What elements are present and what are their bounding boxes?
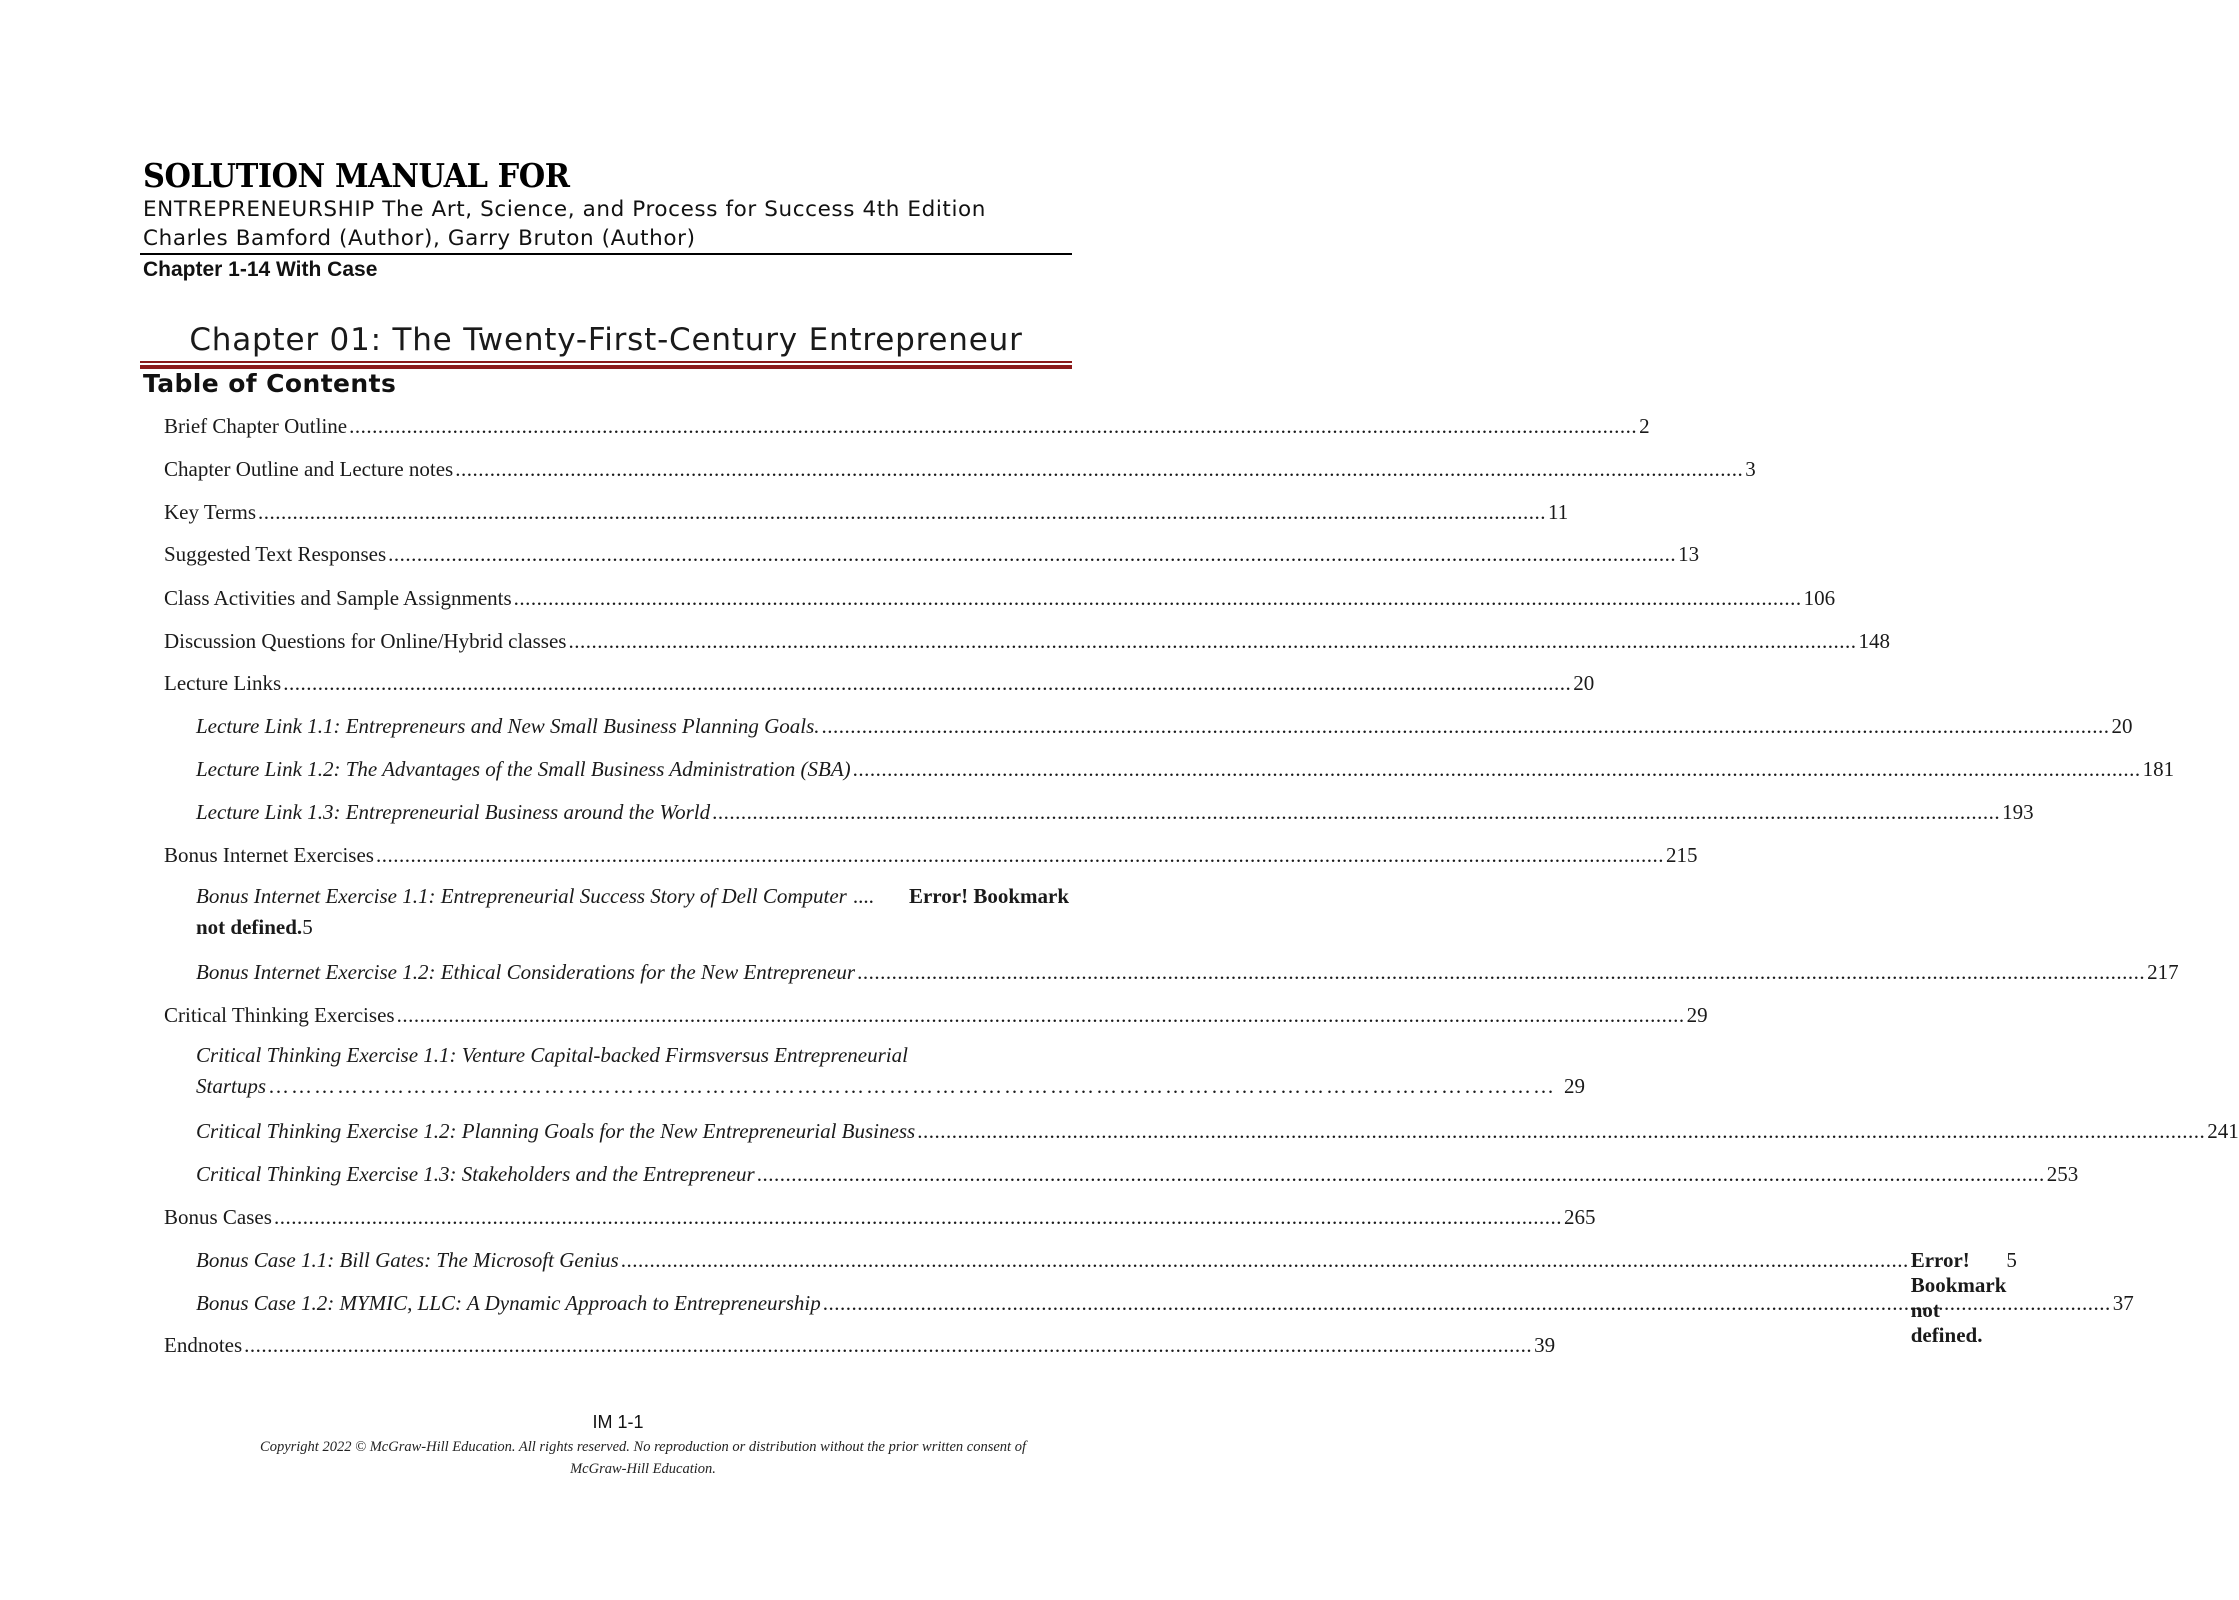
page-label: IM 1-1 bbox=[592, 1412, 644, 1432]
toc-entry-label: Lecture Link 1.2: The Advantages of the Small Business Administration (SBA) bbox=[196, 757, 851, 781]
toc-entry[interactable] bbox=[164, 457, 1756, 482]
toc-entry-page: 181 bbox=[2142, 757, 2175, 781]
toc-entry-label: Lecture Link 1.1: Entrepreneurs and New Small Business Planning Goals. bbox=[196, 714, 820, 738]
toc-leader bbox=[823, 1291, 2111, 1316]
toc-entry-label: Critical Thinking Exercise 1.3: Stakeholders and the Entrepreneur bbox=[196, 1162, 755, 1186]
toc-entry-page: 106 bbox=[1803, 586, 1836, 610]
toc-entry-label: Bonus Case 1.1: Bill Gates: The Microsoft Genius bbox=[196, 1248, 619, 1272]
toc-entry-label: Bonus Internet Exercise 1.2: Ethical Considerations for the New Entrepreneur bbox=[196, 960, 856, 984]
toc-entry-label: Bonus Case 1.2: MYMIC, LLC: A Dynamic Approach to Entrepreneurship bbox=[196, 1291, 821, 1315]
toc-entry[interactable] bbox=[164, 414, 1650, 439]
toc-subentry[interactable] bbox=[196, 800, 2034, 825]
toc-leader bbox=[712, 800, 2000, 825]
toc-leader bbox=[853, 757, 2141, 782]
toc-entry-page: 265 bbox=[1563, 1205, 1596, 1229]
chapter-rule-thin bbox=[140, 361, 1072, 363]
toc-entry-page: 241 bbox=[2207, 1119, 2239, 1143]
toc-entry-label: Critical Thinking Exercise 1.2: Planning Goals for the New Entrepreneurial Business bbox=[196, 1119, 916, 1143]
toc-leader: …………………………………………………………………………………………………………………………………………………… bbox=[268, 1074, 1557, 1098]
toc-entry[interactable] bbox=[164, 671, 1595, 696]
chapter-range: Chapter 1-14 With Case bbox=[143, 258, 378, 281]
toc-entry-page: 215 bbox=[1665, 843, 1698, 867]
toc-leader bbox=[568, 629, 1856, 654]
toc-entry[interactable] bbox=[164, 542, 1700, 567]
toc-entry-page: 20 bbox=[2111, 714, 2133, 738]
toc-entry-label: Chapter Outline and Lecture notes bbox=[164, 457, 454, 481]
toc-title: Table of Contents bbox=[143, 369, 397, 398]
toc-entry-page: 148 bbox=[1858, 629, 1890, 653]
toc-leader bbox=[274, 1205, 1562, 1230]
toc-entry-label: Key Terms bbox=[164, 500, 257, 524]
toc-leader bbox=[857, 960, 2145, 985]
toc-entry[interactable] bbox=[164, 586, 1836, 611]
toc-subentry[interactable] bbox=[196, 1043, 1586, 1105]
toc-entry[interactable] bbox=[164, 629, 1890, 654]
copyright-line: McGraw-Hill Education. bbox=[570, 1461, 716, 1477]
toc-entry-page: 2 bbox=[1639, 414, 1650, 438]
toc-entry-label: Brief Chapter Outline bbox=[164, 414, 348, 438]
toc-entry-label: Endnotes bbox=[164, 1333, 243, 1357]
toc-subentry[interactable] bbox=[196, 1119, 2239, 1144]
book-title: ENTREPRENEURSHIP The Art, Science, and Process for Success 4th Edition bbox=[143, 197, 987, 222]
toc-leader bbox=[388, 542, 1676, 567]
toc-entry-page: 5 bbox=[2006, 1248, 2017, 1272]
manual-title: SOLUTION MANUAL FOR bbox=[143, 156, 570, 195]
toc-subentry[interactable] bbox=[196, 714, 2133, 739]
toc-entry-page: 217 bbox=[2147, 960, 2179, 984]
toc-leader bbox=[244, 1333, 1532, 1358]
toc-entry-page: 11 bbox=[1548, 500, 1569, 524]
toc-leader: .... bbox=[852, 884, 874, 908]
toc-entry-label: Critical Thinking Exercise 1.1: Venture Capital-backed Firmsversus Entrepreneurial bbox=[196, 1043, 908, 1067]
toc-leader bbox=[621, 1248, 1909, 1273]
toc-entry-label: Discussion Questions for Online/Hybrid classes bbox=[164, 629, 567, 653]
toc-leader bbox=[455, 457, 1743, 482]
toc-entry[interactable] bbox=[164, 1333, 1556, 1358]
toc-entry-label: Critical Thinking Exercises bbox=[164, 1003, 395, 1027]
toc-subentry[interactable] bbox=[196, 960, 2179, 985]
toc-leader bbox=[917, 1119, 2205, 1144]
toc-entry-label: Bonus Internet Exercises bbox=[164, 843, 374, 867]
toc-entry-page: 39 bbox=[1534, 1333, 1556, 1357]
book-authors: Charles Bamford (Author), Garry Bruton (Author) bbox=[143, 226, 696, 251]
toc-entry-page: 29 bbox=[1686, 1003, 1708, 1027]
toc-entry-label: Lecture Link 1.3: Entrepreneurial Business around the World bbox=[196, 800, 711, 824]
copyright-line: Copyright 2022 © McGraw-Hill Education. All rights reserved. No reproduction or distribution without the prior written consent of bbox=[260, 1439, 1026, 1455]
toc-entry-label: Lecture Links bbox=[164, 671, 282, 695]
toc-entry-label: Bonus Internet Exercise 1.1: Entrepreneurial Success Story of Dell Computer bbox=[196, 884, 847, 908]
toc-entry-label: Bonus Cases bbox=[164, 1205, 272, 1229]
toc-entry[interactable] bbox=[164, 1003, 1708, 1028]
toc-error-text: Error! Bookmark bbox=[908, 884, 1069, 908]
toc-entry[interactable] bbox=[164, 1205, 1596, 1230]
toc-entry-page: 3 bbox=[1745, 457, 1756, 481]
toc-error-text: not defined. bbox=[196, 915, 303, 939]
toc-leader bbox=[514, 586, 1802, 611]
toc-entry-label: Class Activities and Sample Assignments bbox=[164, 586, 512, 610]
toc-subentry[interactable] bbox=[196, 884, 1069, 946]
toc-error-text: Error! Bookmark not defined. bbox=[1910, 1248, 2007, 1347]
toc-leader bbox=[757, 1162, 2045, 1187]
toc-entry[interactable] bbox=[164, 843, 1698, 868]
chapter-heading: Chapter 01: The Twenty-First-Century Entrepreneur bbox=[189, 322, 1023, 358]
header-rule bbox=[140, 253, 1072, 255]
toc-leader bbox=[258, 500, 1546, 525]
toc-entry-label: Suggested Text Responses bbox=[164, 542, 387, 566]
toc-entry-page: 37 bbox=[2112, 1291, 2134, 1315]
toc-leader bbox=[349, 414, 1637, 439]
toc-entry-label: Startups bbox=[196, 1074, 267, 1098]
toc-leader bbox=[376, 843, 1664, 868]
toc-entry-page: 13 bbox=[1678, 542, 1700, 566]
copyright-notice bbox=[210, 1436, 1076, 1480]
toc-entry[interactable] bbox=[164, 500, 1569, 525]
toc-subentry[interactable] bbox=[196, 1291, 2134, 1316]
toc-subentry[interactable] bbox=[196, 757, 2175, 782]
toc-leader bbox=[822, 714, 2110, 739]
toc-entry-page: 253 bbox=[2046, 1162, 2079, 1186]
toc-entry-page: 5 bbox=[302, 915, 313, 939]
toc-subentry[interactable] bbox=[196, 1162, 2079, 1187]
toc-leader bbox=[397, 1003, 1685, 1028]
toc-entry-page: 193 bbox=[2002, 800, 2034, 824]
toc-entry-page: 20 bbox=[1573, 671, 1595, 695]
toc-leader bbox=[283, 671, 1571, 696]
toc-entry-page: 29 bbox=[1564, 1074, 1586, 1098]
